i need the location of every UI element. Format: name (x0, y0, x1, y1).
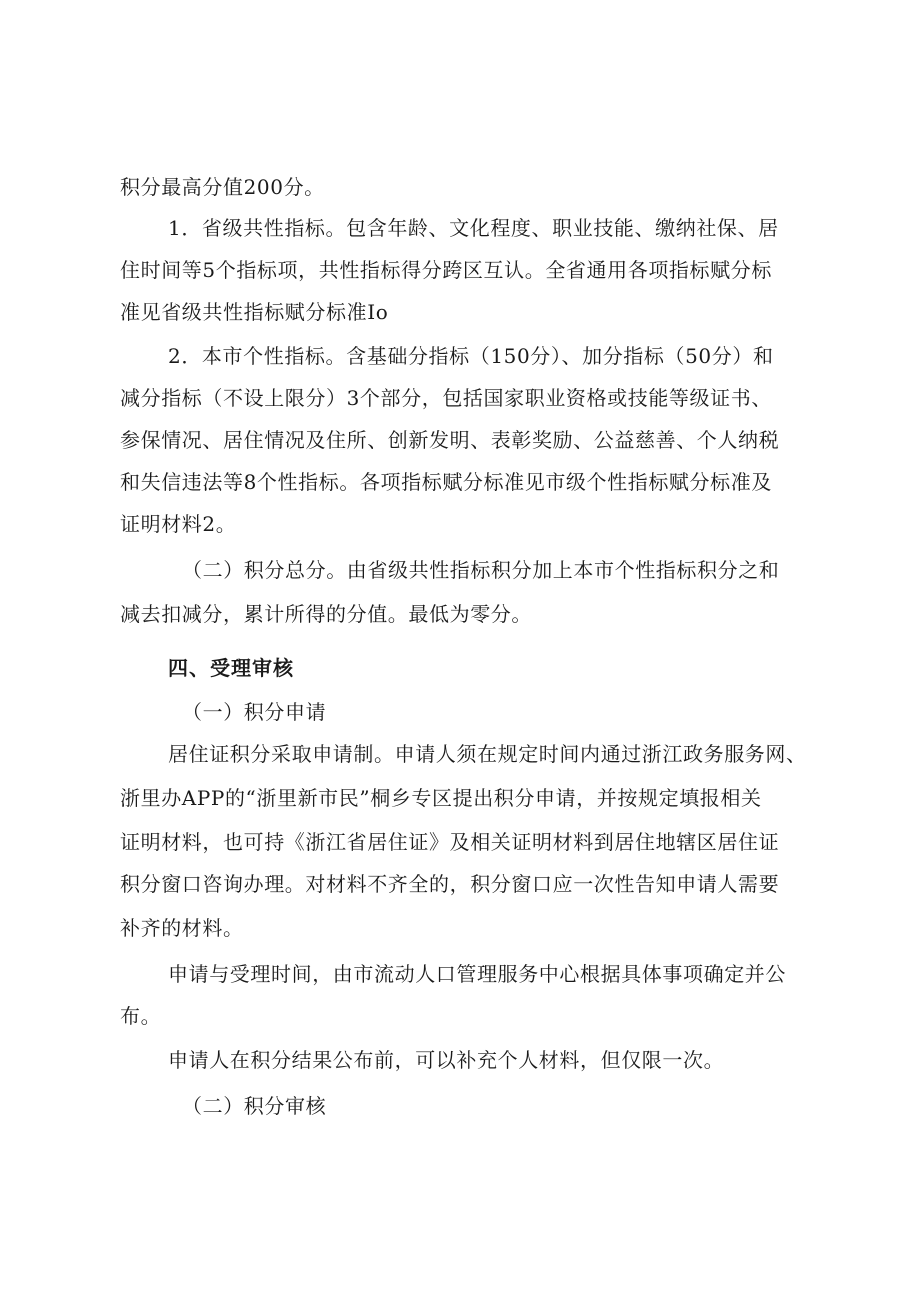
paragraph-line: 补齐的材料。 (120, 916, 244, 940)
paragraph-line: 居住证积分采取申请制。申请人须在规定时间内通过浙江政务服务网、 (168, 742, 807, 766)
paragraph-line: 减去扣减分，累计所得的分值。最低为零分。 (120, 602, 532, 626)
paragraph-line: 准见省级共性指标赋分标准Io (120, 300, 389, 324)
paragraph-line: 和失信违法等8个性指标。各项指标赋分标准见市级个性指标赋分标准及 (120, 470, 772, 494)
paragraph-line: 申请与受理时间，由市流动人口管理服务中心根据具体事项确定并公 (168, 962, 786, 986)
paragraph-line: 2．本市个性指标。含基础分指标（150分）、加分指标（50分）和 (168, 344, 774, 368)
paragraph-line: 减分指标（不设上限分）3个部分，包括国家职业资格或技能等级证书、 (120, 386, 772, 410)
paragraph-line: 1．省级共性指标。包含年龄、文化程度、职业技能、缴纳社保、居 (168, 216, 779, 240)
paragraph-line: 积分窗口咨询办理。对材料不齐全的，积分窗口应一次性告知申请人需要 (120, 872, 780, 896)
paragraph-line: 住时间等5个指标项，共性指标得分跨区互认。全省通用各项指标赋分标 (120, 258, 772, 282)
subsection-heading: （一）积分申请 (182, 700, 327, 724)
paragraph-line: 参保情况、居住情况及住所、创新发明、表彰奖励、公益慈善、个人纳税 (120, 428, 780, 452)
paragraph-line: 申请人在积分结果公布前，可以补充个人材料，但仅限一次。 (168, 1048, 725, 1072)
section-heading: 四、受理审核 (168, 656, 294, 680)
paragraph-line: 浙里办APP的“浙里新市民”桐乡专区提出积分申请，并按规定填报相关 (120, 786, 762, 810)
paragraph-line: 积分最高分值200分。 (120, 175, 325, 199)
subsection-heading: （二）积分审核 (182, 1094, 327, 1118)
paragraph-line: 证明材料2。 (120, 512, 237, 536)
paragraph-line: 证明材料，也可持《浙江省居住证》及相关证明材料到居住地辖区居住证 (120, 830, 780, 854)
paragraph-line: 布。 (120, 1004, 162, 1028)
paragraph-line: （二）积分总分。由省级共性指标积分加上本市个性指标积分之和 (182, 558, 780, 582)
